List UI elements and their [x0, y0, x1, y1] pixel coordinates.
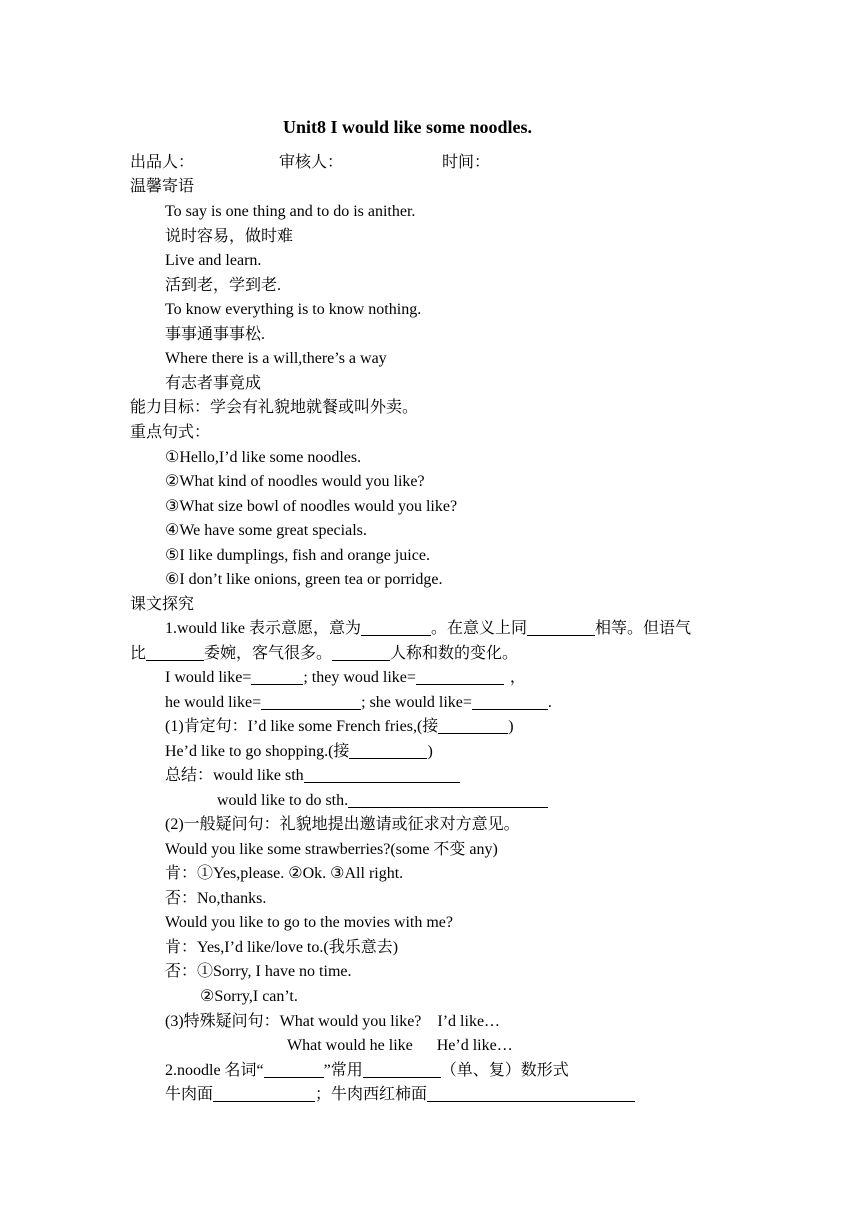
- p1-text-e: 委婉，客气很多。: [204, 645, 333, 662]
- time-label: 时间：: [442, 154, 491, 171]
- blank-they-would[interactable]: [416, 667, 504, 685]
- summary-sth: 总结：would like sth: [165, 767, 304, 784]
- key-sentence-3: ③What size bowl of noodles would you like?: [165, 498, 458, 515]
- answer-yes-1: 肯：①Yes,please. ②Ok. ③All right.: [165, 865, 404, 882]
- comma: ，: [509, 669, 526, 686]
- special-question-line: (3)特殊疑问句：What would you like? I’d like…: [165, 1013, 501, 1030]
- p1-text-d: 比: [130, 645, 147, 662]
- answer-no-1: 否：No,thanks.: [165, 890, 267, 907]
- key-sentence-2: ②What kind of noodles would you like?: [165, 473, 425, 490]
- blank-i-would[interactable]: [251, 667, 303, 685]
- producer-label: 出品人：: [130, 154, 195, 171]
- summary-line-2: [217, 789, 548, 814]
- he-would-label: he would like=: [165, 694, 262, 711]
- answer-no-2a: 否：①Sorry, I have no time.: [165, 963, 352, 980]
- p1-text-a: 1.would like 表示意愿，意为: [165, 620, 361, 637]
- summary-line-1: [165, 764, 460, 789]
- answer-no-2b: ②Sorry,I can’t.: [200, 988, 298, 1005]
- general-question-heading: (2)一般疑问句：礼貌地提出邀请或征求对方意见。: [165, 816, 520, 833]
- blank-noodle-form[interactable]: [363, 1060, 441, 1078]
- question-2: Would you like to go to the movies with me?: [165, 914, 454, 931]
- key-sentence-1: ①Hello,I’d like some noodles.: [165, 449, 362, 466]
- warm-line-4: 活到老，学到老.: [165, 277, 282, 294]
- warm-words-heading: 温馨寄语: [130, 178, 195, 195]
- paragraph-1-line-1: [165, 617, 691, 642]
- warm-line-6: 事事通事事松.: [165, 326, 266, 343]
- affirmative-close: ): [508, 718, 514, 735]
- p1-text-c: 相等。但语气: [595, 620, 692, 637]
- warm-line-1: To say is one thing and to do is anither.: [165, 203, 416, 220]
- blank-summary-to-do[interactable]: [348, 790, 548, 808]
- contraction-line-1: [165, 666, 526, 691]
- blank-he-would[interactable]: [261, 692, 361, 710]
- blank-noodle-type[interactable]: [264, 1060, 324, 1078]
- noodle-text-c: （单、复）数形式: [440, 1062, 569, 1079]
- key-sentences-heading: 重点句式：: [130, 424, 211, 441]
- beef-noodle-line: [165, 1083, 635, 1108]
- i-would-label: I would like=: [165, 669, 252, 686]
- answer-yes-2: 肯：Yes,I’d like/love to.(我乐意去): [165, 939, 399, 956]
- ability-goal: 能力目标：学会有礼貌地就餐或叫外卖。: [130, 399, 419, 416]
- key-sentence-5: ⑤I like dumplings, fish and orange juice.: [165, 547, 430, 564]
- beef-tomato-label: ；牛肉西红柿面: [315, 1086, 428, 1103]
- blank-synonym[interactable]: [527, 618, 595, 636]
- key-sentence-4: ④We have some great specials.: [165, 522, 367, 539]
- reviewer-label: 审核人：: [279, 154, 344, 171]
- affirmative-line: [165, 715, 514, 740]
- blank-person-number[interactable]: [332, 643, 390, 661]
- special-question-line-2: What would he like He’d like…: [287, 1037, 513, 1054]
- noodle-line: [165, 1059, 569, 1084]
- blank-beef-tomato-noodle[interactable]: [427, 1084, 635, 1102]
- blank-meaning[interactable]: [361, 618, 431, 636]
- hed-close: ): [427, 743, 433, 760]
- page-title: Unit8 I would like some noodles.: [283, 117, 533, 137]
- blank-summary-sth[interactable]: [304, 765, 460, 783]
- question-1: Would you like some strawberries?(some 不变 any): [165, 841, 498, 858]
- hed-line: [165, 740, 433, 765]
- beef-noodle-label: 牛肉面: [165, 1086, 214, 1103]
- warm-line-3: Live and learn.: [165, 252, 262, 269]
- warm-line-8: 有志者事竟成: [165, 375, 262, 392]
- p1-text-f: 人称和数的变化。: [390, 645, 519, 662]
- period: .: [547, 694, 552, 711]
- blank-she-would[interactable]: [472, 692, 548, 710]
- key-sentence-6: ⑥I don’t like onions, green tea or porridge.: [165, 571, 443, 588]
- noodle-text-b: ”常用: [323, 1062, 363, 1079]
- blank-beef-noodle[interactable]: [213, 1084, 315, 1102]
- noodle-text-a: 2.noodle 名词“: [165, 1062, 264, 1079]
- paragraph-1-line-2: [130, 642, 518, 667]
- text-study-heading: 课文探究: [130, 596, 195, 613]
- warm-line-7: Where there is a will,there’s a way: [165, 350, 387, 367]
- warm-line-2: 说时容易，做时难: [165, 228, 294, 245]
- they-would-label: ; they woud like=: [303, 669, 416, 686]
- warm-line-5: To know everything is to know nothing.: [165, 301, 422, 318]
- summary-to-do: would like to do sth.: [217, 792, 349, 809]
- contraction-line-2: [165, 691, 552, 716]
- blank-compare[interactable]: [146, 643, 204, 661]
- hed-text: He’d like to go shopping.(接: [165, 743, 350, 760]
- blank-affirmative[interactable]: [438, 716, 508, 734]
- affirmative-text: (1)肯定句：I’d like some French fries,(接: [165, 718, 439, 735]
- blank-hed[interactable]: [349, 741, 427, 759]
- she-would-label: ; she would like=: [361, 694, 472, 711]
- p1-text-b: 。在意义上同: [431, 620, 528, 637]
